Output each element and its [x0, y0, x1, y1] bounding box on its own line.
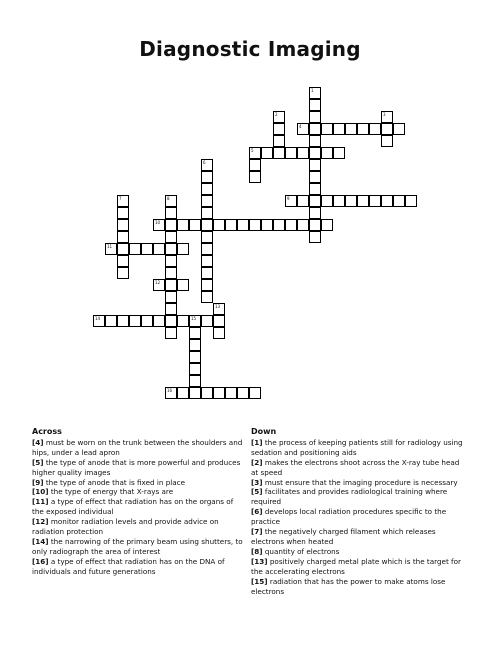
cell-number: 8 — [167, 196, 170, 201]
clue-number: [14] — [32, 536, 49, 546]
grid-cell[interactable] — [393, 123, 405, 135]
clue-text: the type of anode that is fixed in place — [43, 477, 186, 487]
down-clue — [251, 557, 466, 577]
cell-number: 7 — [119, 196, 122, 201]
grid-cell[interactable] — [165, 303, 177, 315]
grid-cell[interactable] — [333, 123, 345, 135]
grid-cell[interactable] — [369, 123, 381, 135]
grid-cell[interactable] — [213, 219, 225, 231]
grid-cell[interactable] — [381, 123, 393, 135]
down-clue — [251, 507, 466, 527]
cell-number: 11 — [107, 244, 113, 249]
cell-number: 10 — [155, 220, 161, 225]
clue-text: a type of effect that radiation has on the DNA of individuals and future generations — [32, 556, 225, 576]
grid-cell[interactable] — [405, 195, 417, 207]
clue-number: [9] — [32, 477, 44, 487]
grid-cell[interactable] — [273, 219, 285, 231]
grid-cell[interactable] — [201, 207, 213, 219]
grid-cell[interactable] — [357, 195, 369, 207]
grid-cell[interactable] — [189, 327, 201, 339]
down-clue — [251, 547, 466, 557]
down-clues — [251, 427, 466, 596]
grid-cell[interactable] — [213, 387, 225, 399]
grid-cell[interactable] — [321, 123, 333, 135]
grid-cell[interactable] — [321, 147, 333, 159]
grid-cell[interactable] — [165, 195, 177, 207]
grid-cell[interactable] — [189, 363, 201, 375]
grid-cell[interactable] — [117, 195, 129, 207]
grid-cell[interactable] — [213, 327, 225, 339]
grid-cell[interactable] — [381, 195, 393, 207]
clue-number: [7] — [251, 527, 263, 537]
grid-cell[interactable] — [321, 195, 333, 207]
grid-cell[interactable] — [357, 123, 369, 135]
clue-text: makes the electrons shoot across the X-ray tube head at speed — [251, 457, 460, 477]
grid-cell[interactable] — [117, 219, 129, 231]
grid-cell[interactable] — [177, 279, 189, 291]
grid-cell[interactable] — [309, 99, 321, 111]
clue-number: [16] — [32, 556, 49, 566]
grid-cell[interactable] — [189, 375, 201, 387]
down-clue-list — [251, 438, 466, 597]
grid-cell[interactable] — [177, 315, 189, 327]
clue-number: [11] — [32, 497, 49, 507]
across-clue-list — [32, 438, 247, 577]
grid-cell[interactable] — [369, 195, 381, 207]
grid-cell[interactable] — [165, 279, 177, 291]
clue-text: must be worn on the trunk between the shoulders and hips, under a lead apron — [32, 437, 243, 457]
clue-text: the process of keeping patients still for radiology using sedation and positioning aids — [251, 437, 463, 457]
clue-number: [15] — [251, 576, 268, 586]
clue-number: [3] — [251, 477, 263, 487]
clue-text: must ensure that the imaging procedure is necessary — [262, 477, 458, 487]
grid-cell[interactable] — [285, 147, 297, 159]
grid-cell[interactable] — [177, 219, 189, 231]
cell-number: 15 — [191, 316, 197, 321]
grid-cell[interactable] — [273, 135, 285, 147]
grid-cell[interactable] — [297, 123, 309, 135]
clue-text: a type of effect that radiation has on the organs of the exposed individual — [32, 497, 234, 517]
grid-cell[interactable] — [201, 219, 213, 231]
grid-cell[interactable] — [153, 243, 165, 255]
grid-cell[interactable] — [189, 219, 201, 231]
grid-cell[interactable] — [309, 171, 321, 183]
grid-cell[interactable] — [129, 243, 141, 255]
grid-cell[interactable] — [273, 147, 285, 159]
clue-number: [8] — [251, 546, 263, 556]
down-clue — [251, 438, 466, 458]
grid-cell[interactable] — [177, 243, 189, 255]
grid-cell[interactable] — [117, 207, 129, 219]
clue-number: [5] — [251, 487, 263, 497]
grid-cell[interactable] — [153, 219, 165, 231]
grid-cell[interactable] — [309, 231, 321, 243]
grid-cell[interactable] — [225, 219, 237, 231]
across-clue — [32, 557, 247, 577]
grid-cell[interactable] — [117, 267, 129, 279]
cell-number: 1 — [311, 88, 314, 93]
grid-cell[interactable] — [189, 351, 201, 363]
grid-cell[interactable] — [201, 183, 213, 195]
cell-number: 2 — [275, 112, 278, 117]
grid-cell[interactable] — [213, 315, 225, 327]
grid-cell[interactable] — [249, 159, 261, 171]
grid-cell[interactable] — [117, 231, 129, 243]
grid-cell[interactable] — [393, 195, 405, 207]
grid-cell[interactable] — [237, 219, 249, 231]
grid-cell[interactable] — [117, 315, 129, 327]
grid-cell[interactable] — [201, 291, 213, 303]
grid-cell[interactable] — [309, 147, 321, 159]
cell-number: 6 — [203, 160, 206, 165]
grid-cell[interactable] — [237, 387, 249, 399]
grid-cell[interactable] — [297, 219, 309, 231]
clue-text: the type of energy that X-rays are — [48, 487, 174, 497]
cell-number: 9 — [287, 196, 290, 201]
grid-cell[interactable] — [165, 315, 177, 327]
grid-cell[interactable] — [165, 291, 177, 303]
across-heading: Across — [32, 427, 62, 436]
grid-cell[interactable] — [201, 171, 213, 183]
grid-cell[interactable] — [321, 219, 333, 231]
grid-cell[interactable] — [309, 123, 321, 135]
grid-cell[interactable] — [309, 111, 321, 123]
grid-cell[interactable] — [225, 387, 237, 399]
grid-cell[interactable] — [309, 87, 321, 99]
grid-cell[interactable] — [165, 243, 177, 255]
grid-cell[interactable] — [117, 255, 129, 267]
grid-cell[interactable] — [165, 231, 177, 243]
grid-cell[interactable] — [165, 327, 177, 339]
clue-text: develops local radiation procedures specific to the practice — [251, 507, 447, 527]
grid-cell[interactable] — [345, 195, 357, 207]
grid-cell[interactable] — [213, 303, 225, 315]
grid-cell[interactable] — [261, 147, 273, 159]
across-clue — [32, 517, 247, 537]
clue-text: the negatively charged filament which releases electrons when heated — [251, 527, 436, 546]
clue-text: monitor radiation levels and provide advice on radiation protection — [32, 517, 219, 537]
cell-number: 16 — [167, 388, 173, 393]
across-clue — [32, 458, 247, 478]
grid-cell[interactable] — [201, 159, 213, 171]
grid-cell[interactable] — [309, 183, 321, 195]
grid-cell[interactable] — [105, 243, 117, 255]
grid-cell[interactable] — [201, 243, 213, 255]
clue-text: radiation that has the power to make atoms lose electrons — [251, 576, 446, 596]
grid-cell[interactable] — [201, 279, 213, 291]
grid-cell[interactable] — [273, 123, 285, 135]
grid-cell[interactable] — [249, 387, 261, 399]
grid-cell[interactable] — [309, 159, 321, 171]
grid-cell[interactable] — [201, 387, 213, 399]
grid-cell[interactable] — [165, 387, 177, 399]
across-clue — [32, 438, 247, 458]
across-clue — [32, 478, 247, 488]
grid-cell[interactable] — [201, 315, 213, 327]
grid-cell[interactable] — [309, 135, 321, 147]
grid-cell[interactable] — [117, 243, 129, 255]
cell-number: 14 — [95, 316, 101, 321]
clue-number: [13] — [251, 556, 268, 566]
grid-cell[interactable] — [381, 135, 393, 147]
grid-cell[interactable] — [285, 219, 297, 231]
down-clue — [251, 478, 466, 488]
clue-number: [2] — [251, 457, 263, 467]
across-clues — [32, 427, 247, 577]
grid-cell[interactable] — [201, 267, 213, 279]
grid-cell[interactable] — [297, 195, 309, 207]
clue-number: [5] — [32, 457, 44, 467]
grid-cell[interactable] — [249, 219, 261, 231]
grid-cell[interactable] — [201, 195, 213, 207]
grid-cell[interactable] — [381, 111, 393, 123]
grid-cell[interactable] — [309, 207, 321, 219]
clue-text: quantity of electrons — [262, 546, 340, 556]
grid-cell[interactable] — [141, 243, 153, 255]
grid-cell[interactable] — [249, 171, 261, 183]
grid-cell[interactable] — [189, 387, 201, 399]
grid-cell[interactable] — [177, 387, 189, 399]
grid-cell[interactable] — [297, 147, 309, 159]
grid-cell[interactable] — [153, 315, 165, 327]
grid-cell[interactable] — [153, 279, 165, 291]
grid-cell[interactable] — [141, 315, 153, 327]
clue-number: [1] — [251, 437, 263, 447]
clue-number: [10] — [32, 487, 49, 497]
grid-cell[interactable] — [189, 339, 201, 351]
down-heading: Down — [251, 427, 277, 436]
grid-cell[interactable] — [165, 207, 177, 219]
grid-cell[interactable] — [309, 219, 321, 231]
grid-cell[interactable] — [333, 147, 345, 159]
down-clue — [251, 577, 466, 597]
cell-number: 4 — [299, 124, 302, 129]
grid-cell[interactable] — [189, 315, 201, 327]
cell-number: 5 — [251, 148, 254, 153]
grid-cell[interactable] — [285, 195, 297, 207]
clue-number: [4] — [32, 437, 44, 447]
grid-cell[interactable] — [261, 219, 273, 231]
grid-cell[interactable] — [345, 123, 357, 135]
grid-cell[interactable] — [129, 315, 141, 327]
grid-cell[interactable] — [249, 147, 261, 159]
grid-cell[interactable] — [165, 219, 177, 231]
across-clue — [32, 487, 247, 497]
clue-text: the type of anode that is more powerful and produces higher quality images — [32, 457, 241, 477]
down-clue — [251, 527, 466, 547]
grid-cell[interactable] — [273, 111, 285, 123]
down-clue — [251, 487, 466, 507]
grid-cell[interactable] — [333, 195, 345, 207]
grid-cell[interactable] — [93, 315, 105, 327]
cell-number: 12 — [155, 280, 161, 285]
puzzle-title: Diagnostic Imaging — [139, 37, 361, 61]
grid-cell[interactable] — [105, 315, 117, 327]
across-clue — [32, 497, 247, 517]
clue-number: [6] — [251, 507, 263, 517]
cell-number: 3 — [383, 112, 386, 117]
down-clue — [251, 458, 466, 478]
clue-text: positively charged metal plate which is the target for the accelerating electrons — [251, 556, 461, 576]
grid-cell[interactable] — [201, 231, 213, 243]
clue-text: the narrowing of the primary beam using shutters, to only radiograph the area of interest — [32, 536, 243, 556]
cell-number: 13 — [215, 304, 221, 309]
clue-text: facilitates and provides radiological training where required — [251, 487, 448, 507]
clue-number: [12] — [32, 517, 49, 527]
grid-cell[interactable] — [309, 195, 321, 207]
grid-cell[interactable] — [165, 255, 177, 267]
grid-cell[interactable] — [165, 267, 177, 279]
grid-cell[interactable] — [201, 255, 213, 267]
across-clue — [32, 537, 247, 557]
